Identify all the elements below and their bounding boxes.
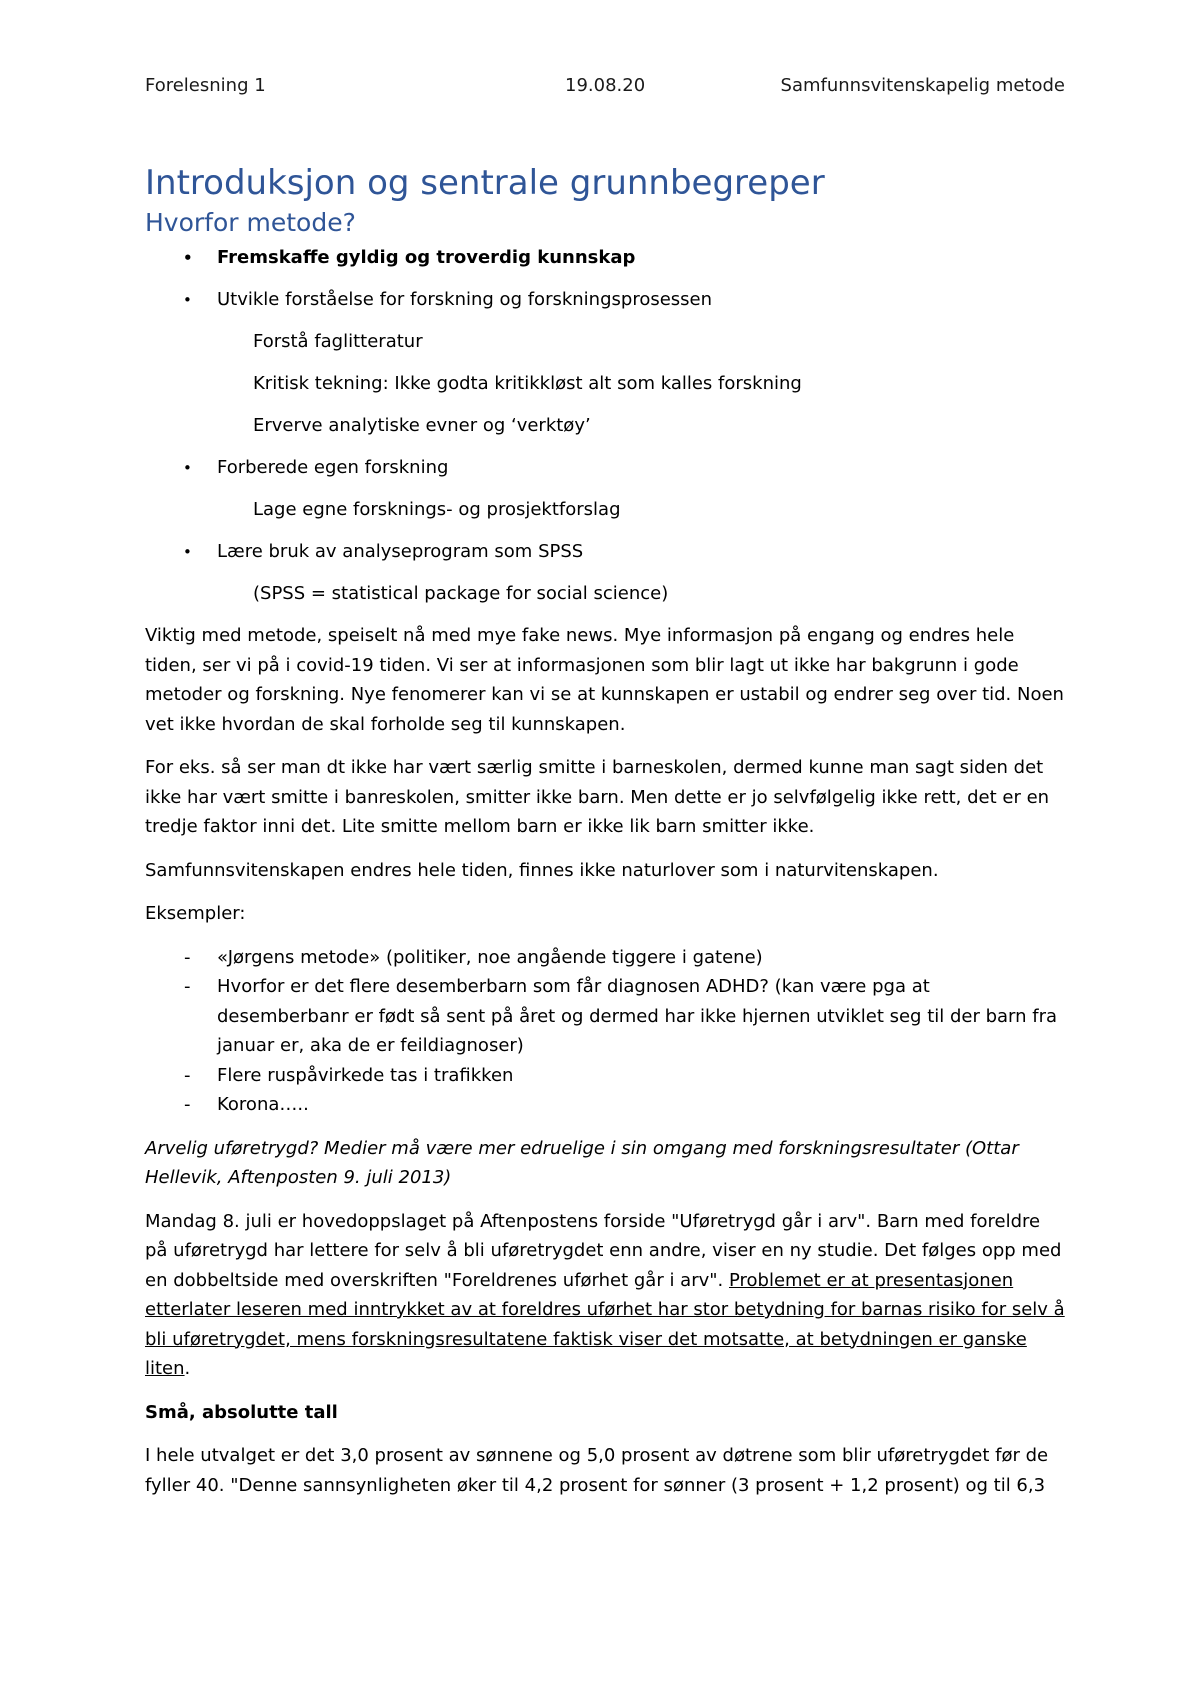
header-date: 19.08.20: [565, 75, 646, 96]
sub-item: Forstå faglitteratur: [253, 331, 423, 352]
bullet-item: • Lære bruk av analyseprogram som SPSS: [145, 539, 1065, 565]
paragraph: I hele utvalget er det 3,0 prosent av sønnene og 5,0 prosent av døtrene som blir uføretrygdet før de fyller 40. "Denne sannsynligheten øker til 4,2 prosent for sønner (3 prosent + 1,2 prosent) og til 6,3: [145, 1445, 1049, 1496]
list-item: - Korona…..: [184, 1094, 309, 1115]
paragraph: Samfunnsvitenskapen endres hele tiden, finnes ikke naturlover som i naturvitenskapen.: [145, 859, 939, 881]
header-lecture: Forelesning 1: [145, 75, 266, 96]
paragraph: Eksempler:: [145, 903, 246, 924]
sub-item: Kritisk tekning: Ikke godta kritikkløst alt som kalles forskning: [253, 373, 802, 394]
bullet-item: • Fremskaffe gyldig og troverdig kunnskap: [145, 245, 1065, 271]
bullet-dot: •: [183, 543, 192, 561]
sub-item: Lage egne forsknings- og prosjektforslag: [253, 499, 621, 520]
paragraph: Viktig med metode, speiselt nå med mye fake news. Mye informasjon på engang og endres hele tiden, ser vi på i covid-19 tiden. Vi ser at informasjonen som blir lagt ut ikke har bakgrunn i gode metoder og forskning. Nye fenomerer kan vi se at kunnskapen er ustabil og endrer seg over tid. Noen vet ikke hvordan de skal forholde seg til kunnskapen.: [145, 625, 1064, 735]
bullet-dot: •: [183, 459, 192, 477]
page-title: Introduksjon og sentrale grunnbegreper: [145, 163, 825, 203]
list-item: - «Jørgens metode» (politiker, noe angående tiggere i gatene): [184, 946, 763, 968]
sub-item: (SPSS = statistical package for social science): [253, 583, 669, 604]
bullet-item: • Forberede egen forskning: [145, 455, 1065, 481]
underlined-text: Problemet er at presentasjonen etterlater leseren med inntrykket av at foreldres uførhet har stor betydning for barnas risiko for selv å bli uføretrygdet, mens forskningsresultatene faktisk viser det motsatte, at betydningen er ganske liten: [145, 1269, 1065, 1379]
paragraph: For eks. så ser man dt ikke har vært særlig smitte i barneskolen, dermed kunne man sagt siden det ikke har vært smitte i banreskolen, smitter ikke barn. Men dette er jo selvfølgelig ikke rett, det er en tredje faktor inni det. Lite smitte mellom barn er ikke lik barn smitter ikke.: [145, 757, 1050, 837]
bullet-dot: •: [183, 249, 193, 267]
article-citation: Arvelig uføretrygd? Medier må være mer edruelige i sin omgang med forskningsresultater (Ottar Hellevik, Aftenposten 9. juli 2013): [145, 1137, 1019, 1188]
bold-heading: Små, absolutte tall: [145, 1401, 338, 1423]
page-header: [145, 75, 1065, 101]
paragraph: Mandag 8. juli er hovedoppslaget på Aftenpostens forside "Uføretrygd går i arv". Barn med foreldre på uføretrygd har lettere for selv å bli uføretrygdet enn andre, viser en ny studie. Det følges opp med en dobbeltside med overskriften "Foreldrenes uførhet går i arv". Problemet er at presentasjonen etterlater leseren med inntrykket av at foreldres uførhet har stor betydning for barnas risiko for selv å bli uføretrygdet, mens forskningsresultatene faktisk viser det motsatte, at betydningen er ganske liten.: [145, 1210, 1065, 1379]
section-heading: Hvorfor metode?: [145, 208, 356, 237]
bullet-dot: •: [183, 291, 192, 309]
list-item: - Flere ruspåvirkede tas i trafikken: [184, 1064, 514, 1086]
list-item: - Hvorfor er det flere desemberbarn som får diagnosen ADHD? (kan være pga at desemberbanr er født så sent på året og dermed har ikke hjernen utviklet seg til der barn fra januar er, aka de er feildiagnoser): [184, 976, 1058, 1056]
bullet-item: • Utvikle forståelse for forskning og forskningsprosessen: [145, 287, 1065, 313]
sub-item: Erverve analytiske evner og ‘verktøy’: [253, 415, 591, 436]
document-body: [145, 160, 1065, 1500]
header-course: Samfunnsvitenskapelig metode: [780, 75, 1065, 96]
